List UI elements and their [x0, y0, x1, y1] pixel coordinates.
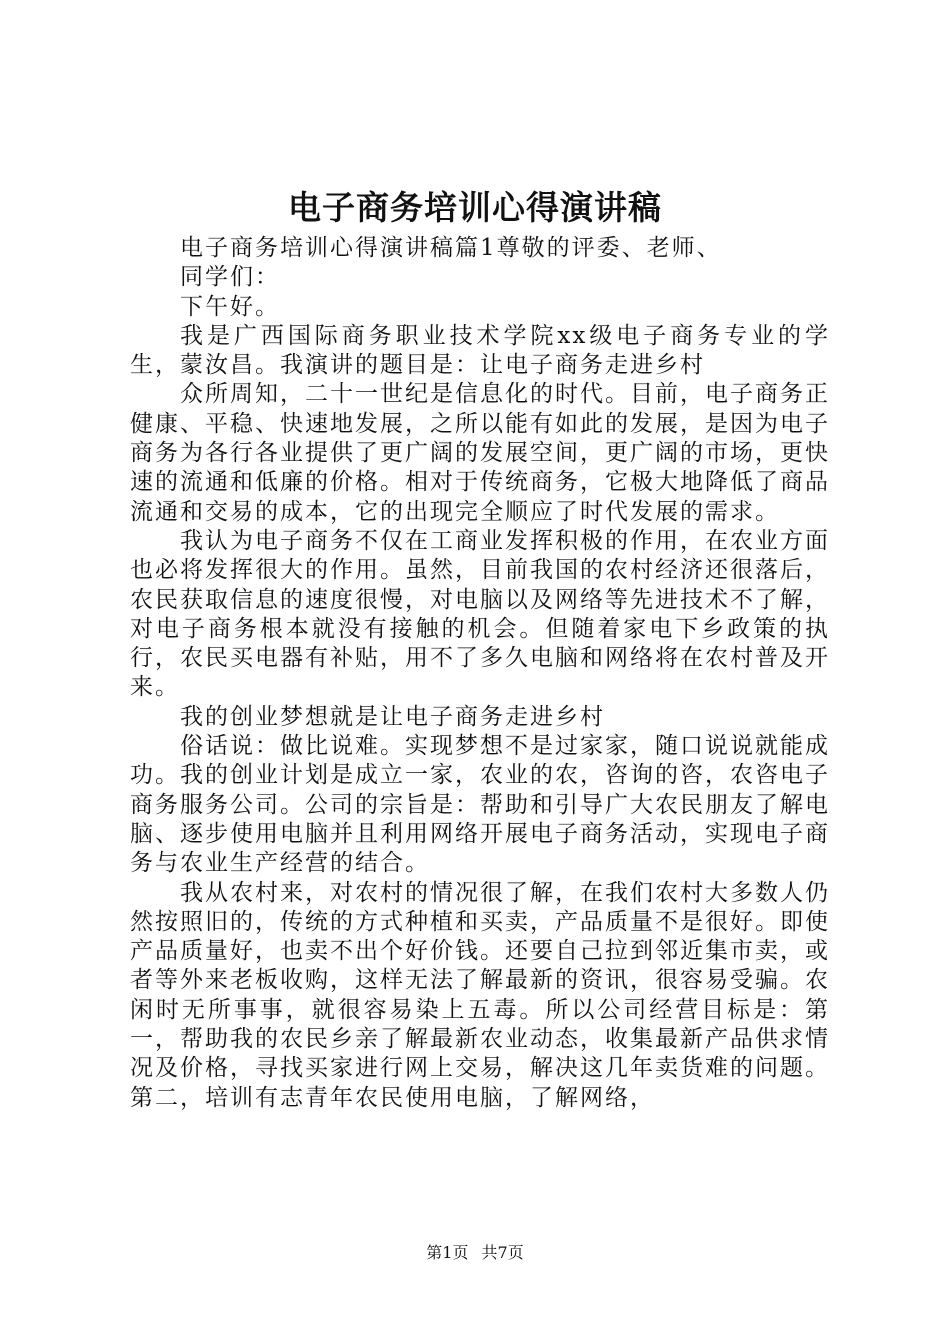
page-total: 共7页 — [481, 1243, 524, 1262]
page-footer — [0, 1242, 950, 1264]
paragraph-self-intro: 我是广西国际商务职业技术学院xx级电子商务专业的学生，蒙汝昌。我演讲的题目是：让电子商务走进乡村 — [130, 322, 830, 379]
paragraph-greeting-1: 同学们： — [180, 264, 280, 291]
document-body — [130, 234, 830, 1113]
paragraph-plan: 俗话说：做比说难。实现梦想不是过家家，随口说说就能成功。我的创业计划是成立一家，农业的农，咨询的咨，农咨电子商务服务公司。公司的宗旨是：帮助和引导广大农民朋友了解电脑、逐步使用电脑并且利用网络开展电子商务活动，实现电子商务与农业生产经营的结合。 — [130, 733, 830, 877]
paragraph-greeting-2: 下午好。 — [180, 293, 280, 320]
paragraph-goals: 我从农村来，对农村的情况很了解，在我们农村大多数人仍然按照旧的，传统的方式种植和买卖，产品质量不是很好。即使产品质量好，也卖不出个好价钱。还要自己拉到邻近集市卖，或者等外来老板收购，这样无法了解最新的资讯，很容易受骗。农闲时无所事事，就很容易染上五毒。所以公司经营目标是：第一，帮助我的农民乡亲了解最新农业动态，收集最新产品供求情况及价格，寻找买家进行网上交易，解决这几年卖货难的问题。第二，培训有志青年农民使用电脑，了解网络， — [130, 879, 830, 1111]
page-number: 第1页 — [426, 1243, 469, 1262]
document-title: 电子商务培训心得演讲稿 — [288, 188, 662, 227]
paragraph-agriculture: 我认为电子商务不仅在工商业发挥积极的作用，在农业方面也必将发挥很大的作用。虽然，目前我国的农村经济还很落后，农民获取信息的速度很慢，对电脑以及网络等先进技术不了解，对电子商务根本就没有接触的机会。但随着家电下乡政策的执行，农民买电器有补贴，用不了多久电脑和网络将在农村普及开来。 — [130, 527, 830, 701]
paragraph-background: 众所周知，二十一世纪是信息化的时代。目前，电子商务正健康、平稳、快速地发展，之所以能有如此的发展，是因为电子商务为各行各业提供了更广阔的发展空间，更广阔的市场，更快速的流通和低廉的价格。相对于传统商务，它极大地降低了商品流通和交易的成本，它的出现完全顺应了时代发展的需求。 — [130, 381, 830, 525]
paragraph-intro: 电子商务培训心得演讲稿篇1尊敬的评委、老师、 — [180, 235, 722, 261]
paragraph-dream: 我的创业梦想就是让电子商务走进乡村 — [180, 703, 605, 730]
